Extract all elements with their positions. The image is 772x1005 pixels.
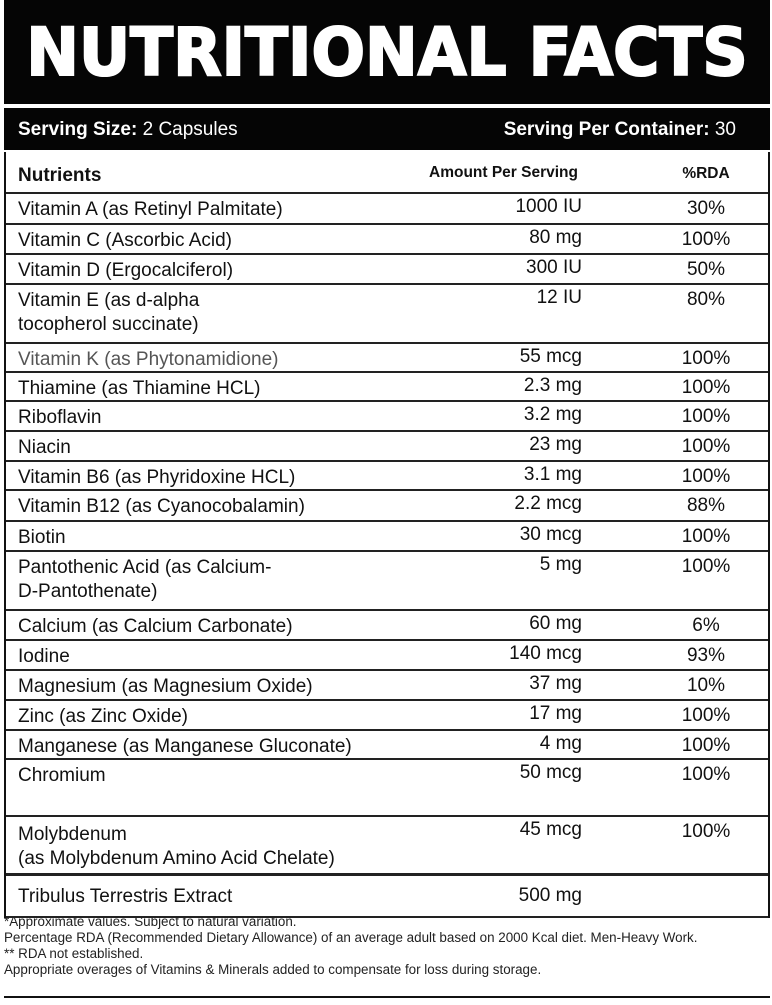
table-row xyxy=(6,225,768,255)
header-nutrients: Nutrients xyxy=(18,165,102,186)
nutrient-amount: 12 IU xyxy=(536,287,582,308)
nutrient-name-line2: tocopherol succinate) xyxy=(18,314,199,335)
table-row xyxy=(6,731,768,760)
servings-per-container-value: 30 xyxy=(714,119,736,140)
nutrient-amount: 23 mg xyxy=(529,434,582,455)
table-row xyxy=(6,522,768,552)
nutrient-amount: 80 mg xyxy=(529,227,582,248)
nutrient-name xyxy=(18,556,271,604)
nutrient-amount: 17 mg xyxy=(529,703,582,724)
nutrient-rda: 50% xyxy=(686,259,726,280)
table-row xyxy=(6,194,768,225)
nutrient-name xyxy=(18,289,199,337)
nutrient-rda: 100% xyxy=(681,377,731,398)
table-row xyxy=(6,373,768,402)
nutrient-name: Vitamin A (as Retinyl Palmitate) xyxy=(18,199,283,220)
nutrient-name: Calcium (as Calcium Carbonate) xyxy=(18,616,293,637)
nutrient-name: Iodine xyxy=(18,646,70,667)
nutrient-amount: 3.1 mg xyxy=(523,464,582,485)
table-row xyxy=(6,285,768,344)
footnote: Appropriate overages of Vitamins & Minerals added to compensate for loss during storage. xyxy=(4,962,542,977)
nutrient-name-line1: Pantothenic Acid (as Calcium- xyxy=(18,557,272,578)
table-row xyxy=(6,611,768,641)
nutrient-name xyxy=(18,823,335,871)
title-bar xyxy=(4,0,770,104)
header-amount: Amount Per Serving xyxy=(429,164,578,181)
nutrient-table xyxy=(4,152,770,918)
nutrient-amount: 30 mcg xyxy=(519,524,582,545)
servings-per-container-label: Serving Per Container: xyxy=(503,119,710,140)
footnote: Percentage RDA (Recommended Dietary Allowance) of an average adult based on 2000 Kcal diet. Men-Heavy Work. xyxy=(4,930,698,945)
table-row xyxy=(6,344,768,373)
nutrient-amount: 1000 IU xyxy=(515,196,582,217)
nutrient-name: Vitamin C (Ascorbic Acid) xyxy=(18,230,232,251)
nutrient-amount: 2.3 mg xyxy=(523,375,582,396)
table-row xyxy=(6,552,768,611)
nutrient-rda: 88% xyxy=(686,495,726,516)
nutrient-rda: 100% xyxy=(681,821,731,842)
nutrient-amount: 300 IU xyxy=(526,257,582,278)
nutrient-name: Vitamin K (as Phytonamidione) xyxy=(18,349,279,370)
nutrient-rda: 100% xyxy=(681,735,731,756)
nutrient-rda: 100% xyxy=(681,229,731,250)
table-row xyxy=(6,402,768,432)
page-title: NUTRITIONAL FACTS xyxy=(26,13,748,91)
table-row xyxy=(6,701,768,731)
nutrient-name-line1: Vitamin E (as d-alpha xyxy=(18,290,200,311)
nutrient-rda: 10% xyxy=(686,675,726,696)
nutrient-amount: 140 mcg xyxy=(509,643,582,664)
nutrient-amount: 3.2 mg xyxy=(523,404,582,425)
serving-size xyxy=(18,119,238,141)
nutrient-rda: 100% xyxy=(681,348,731,369)
serving-size-label: Serving Size: xyxy=(18,119,138,140)
nutrient-rda: 100% xyxy=(681,526,731,547)
table-row xyxy=(6,432,768,462)
nutrient-name: Thiamine (as Thiamine HCL) xyxy=(18,378,261,399)
nutrient-rda: 100% xyxy=(681,466,731,487)
nutrient-name: Tribulus Terrestris Extract xyxy=(18,886,233,907)
nutrient-amount: 37 mg xyxy=(529,673,582,694)
nutrient-amount: 45 mcg xyxy=(519,819,582,840)
nutrient-name: Chromium xyxy=(18,765,106,786)
nutrient-rda: 100% xyxy=(681,406,731,427)
nutrient-amount: 60 mg xyxy=(529,613,582,634)
table-row xyxy=(6,255,768,285)
table-row xyxy=(6,462,768,491)
servings-per-container xyxy=(504,119,736,141)
table-row xyxy=(6,760,768,817)
nutrient-rda: 100% xyxy=(681,705,731,726)
serving-bar xyxy=(4,108,770,150)
nutrient-rda: 80% xyxy=(686,289,726,310)
nutrient-amount: 50 mcg xyxy=(519,762,582,783)
bottom-divider xyxy=(4,996,770,998)
nutrition-label xyxy=(4,0,770,1001)
nutrient-name-line1: Molybdenum xyxy=(18,824,127,845)
footnotes xyxy=(4,914,772,978)
nutrient-name: Vitamin B6 (as Phyridoxine HCL) xyxy=(18,467,296,488)
nutrient-name: Vitamin B12 (as Cyanocobalamin) xyxy=(18,496,305,517)
nutrient-rda: 93% xyxy=(686,645,726,666)
table-row xyxy=(6,491,768,522)
nutrient-rda: 30% xyxy=(686,198,726,219)
nutrient-name: Riboflavin xyxy=(18,407,102,428)
table-row xyxy=(6,817,768,876)
nutrient-rda: 100% xyxy=(681,764,731,785)
table-row xyxy=(6,641,768,671)
footnote: *Approximate values. Subject to natural variation. xyxy=(4,914,297,929)
table-header xyxy=(6,152,768,194)
nutrient-name: Niacin xyxy=(18,437,71,458)
nutrient-amount: 500 mg xyxy=(518,885,582,906)
nutrient-name: Manganese (as Manganese Gluconate) xyxy=(18,736,352,757)
header-rda: %RDA xyxy=(682,165,730,182)
nutrient-rda: 100% xyxy=(681,436,731,457)
table-row xyxy=(6,876,768,918)
nutrient-name: Zinc (as Zinc Oxide) xyxy=(18,706,188,727)
nutrient-name: Magnesium (as Magnesium Oxide) xyxy=(18,676,313,697)
nutrient-amount: 5 mg xyxy=(539,554,582,575)
nutrient-amount: 55 mcg xyxy=(519,346,582,367)
table-row xyxy=(6,671,768,701)
nutrient-amount: 4 mg xyxy=(539,733,582,754)
nutrient-name: Vitamin D (Ergocalciferol) xyxy=(18,260,234,281)
nutrient-rda: 100% xyxy=(681,556,731,577)
nutrient-name-line2: D-Pantothenate) xyxy=(18,581,158,602)
nutrient-name-line2: (as Molybdenum Amino Acid Chelate) xyxy=(18,848,335,869)
nutrient-rda: 6% xyxy=(692,615,720,636)
nutrient-amount: 2.2 mcg xyxy=(514,493,582,514)
footnote: ** RDA not established. xyxy=(4,946,144,961)
serving-size-value: 2 Capsules xyxy=(142,119,238,140)
nutrient-name: Biotin xyxy=(18,527,66,548)
